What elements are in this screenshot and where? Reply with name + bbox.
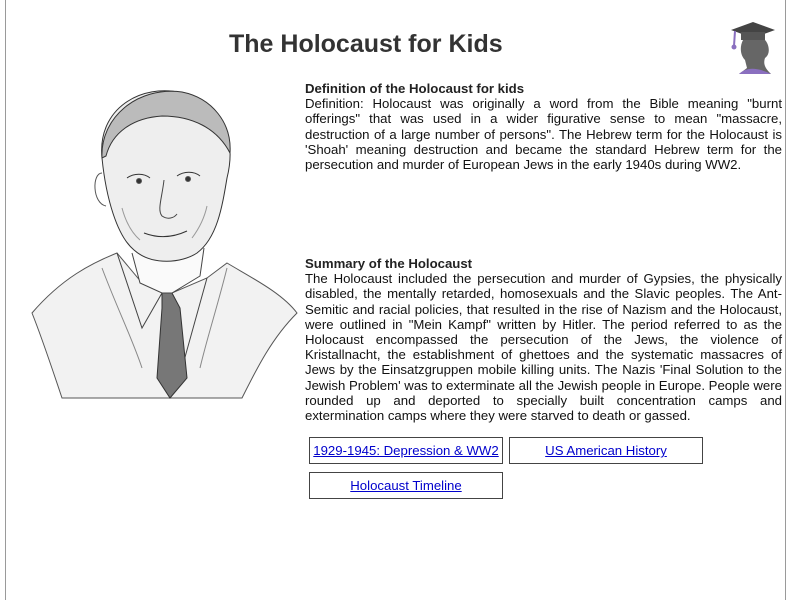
link-depression-ww2[interactable]: 1929-1945: Depression & WW2 [313, 443, 499, 458]
link-box-depression-ww2[interactable] [309, 437, 503, 464]
summary-heading: Summary of the Holocaust [305, 256, 473, 271]
link-us-american-history[interactable]: US American History [545, 443, 667, 458]
link-holocaust-timeline[interactable]: Holocaust Timeline [350, 478, 462, 493]
summary-section [305, 256, 782, 423]
link-box-holocaust-timeline[interactable] [309, 472, 503, 499]
page-title: The Holocaust for Kids [229, 30, 503, 58]
portrait-sketch [22, 78, 302, 408]
graduation-cap-head-icon [725, 18, 777, 74]
summary-text: The Holocaust included the persecution and murder of Gypsies, the physically disabled, the mentally retarded, homosexuals and the Slavic peoples. The Ant-Semitic and racial policies, that resulted in the rise of Nazism and the Holocaust, were outlined in "Mein Kampf" written by Hitler. The period referred to as the Holocaust encompassed the persecution of the Jews, the violence of Kristallnacht, the establishment of ghettoes and the systematic massacres of Jews by the Einsatzgruppen mobile killing units. The Nazis 'Final Solution to the Jewish Problem' was to exterminate all the Jewish people in Europe. People were rounded up and deported to specially built concentration camps and extermination camps where they were starved to death or gassed. [305, 271, 782, 424]
link-box-us-american-history[interactable] [509, 437, 703, 464]
definition-heading: Definition of the Holocaust for kids [305, 81, 525, 96]
definition-section [305, 81, 782, 172]
definition-text: Definition: Holocaust was originally a word from the Bible meaning "burnt offerings" that was used in a wider figurative sense to mean "massacre, destruction of a large number of persons". The Hebrew term for the Holocaust is 'Shoah' meaning destruction and became the standard Hebrew term for the persecution and murder of European Jews in the early 1940s during WW2. [305, 96, 782, 173]
